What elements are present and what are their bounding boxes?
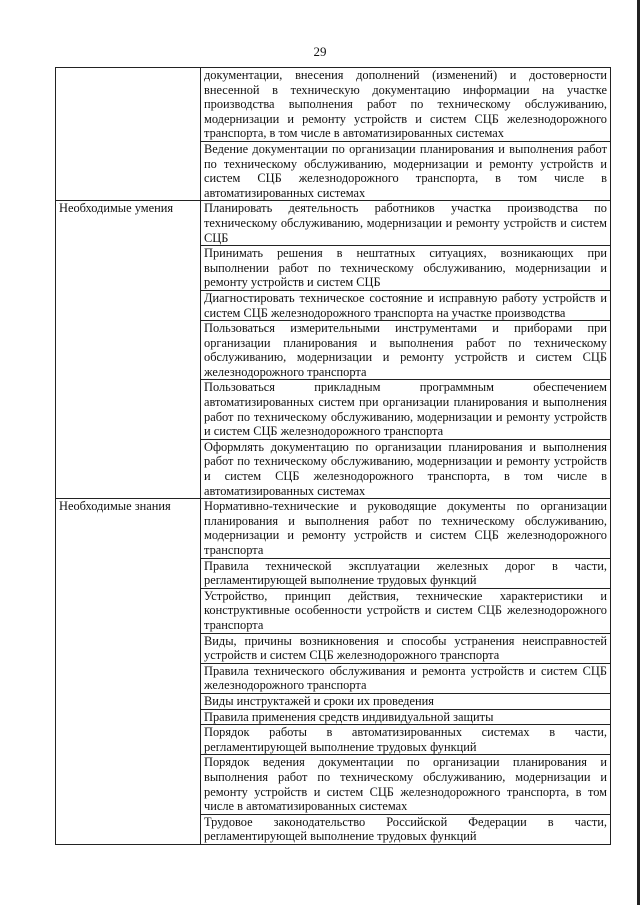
competency-table (55, 67, 611, 845)
table-cell: Правила применения средств индивидуальной защиты (201, 709, 611, 725)
table-row (56, 499, 611, 558)
table-cell: Виды, причины возникновения и способы устранения неисправностей устройств и систем СЦБ железнодорожного транспорта (201, 633, 611, 663)
row-label-knowledge: Необходимые знания (56, 499, 201, 845)
table-row (56, 68, 611, 142)
table-cell: Пользоваться измерительными инструментами и приборами при организации планирования и выполнения работ по техническому обслуживанию, модернизации и ремонту устройств и систем СЦБ железнодорожного транспорта (201, 321, 611, 380)
table-cell: Правила технической эксплуатации железных дорог в части, регламентирующей выполнение трудовых функций (201, 558, 611, 588)
table-cell: документации, внесения дополнений (изменений) и достоверности внесенной в техническую документацию информации на участке производства выполнения работ по техническому обслуживанию, модернизации и ремонту устройств и систем СЦБ железнодорожного транспорта, в том числе в автоматизированных системах (201, 68, 611, 142)
table-cell: Нормативно-технические и руководящие документы по организации планирования и выполнения работ по техническому обслуживанию, модернизации и ремонту устройств и систем СЦБ железнодорожного транспорта (201, 499, 611, 558)
row-label-skills: Необходимые умения (56, 201, 201, 499)
table-cell: Виды инструктажей и сроки их проведения (201, 693, 611, 709)
table-cell: Оформлять документацию по организации планирования и выполнения работ по техническому обслуживанию, модернизации и ремонту устройств и систем СЦБ железнодорожного транспорта, в том числе в автоматизированных системах (201, 439, 611, 498)
page-number: 29 (313, 44, 327, 59)
table-cell: Принимать решения в нештатных ситуациях, возникающих при выполнении работ по техническому обслуживанию, модернизации и ремонту устройств и систем СЦБ (201, 246, 611, 291)
table-cell: Ведение документации по организации планирования и выполнения работ по техническому обслуживанию, модернизации и ремонту устройств и систем СЦБ железнодорожного транспорта, в том числе в автоматизированных системах (201, 141, 611, 200)
table-cell: Порядок работы в автоматизированных системах в части, регламентирующей выполнение трудовых функций (201, 725, 611, 755)
table-cell: Планировать деятельность работников участка производства по техническому обслуживанию, модернизации и ремонту устройств и систем СЦБ (201, 201, 611, 246)
table-cell: Пользоваться прикладным программным обеспечением автоматизированных систем при организации планирования и выполнения работ по техническому обслуживанию, модернизации и ремонту устройств и систем СЦБ железнодорожного транспорта (201, 380, 611, 439)
table-cell: Порядок ведения документации по организации планирования и выполнения работ по техническому обслуживанию, модернизации и ремонту устройств и систем СЦБ железнодорожного транспорта, в том числе в автоматизированных системах (201, 755, 611, 814)
table-cell: Диагностировать техническое состояние и исправную работу устройств и систем СЦБ железнодорожного транспорта на участке производства (201, 290, 611, 320)
table-row (56, 201, 611, 246)
table-cell: Трудовое законодательство Российской Федерации в части, регламентирующей выполнение трудовых функций (201, 814, 611, 844)
row-label-empty (56, 68, 201, 201)
table-cell: Правила технического обслуживания и ремонта устройств и систем СЦБ железнодорожного транспорта (201, 663, 611, 693)
table-cell: Устройство, принцип действия, технические характеристики и конструктивные особенности устройств и систем СЦБ железнодорожного транспорта (201, 588, 611, 633)
